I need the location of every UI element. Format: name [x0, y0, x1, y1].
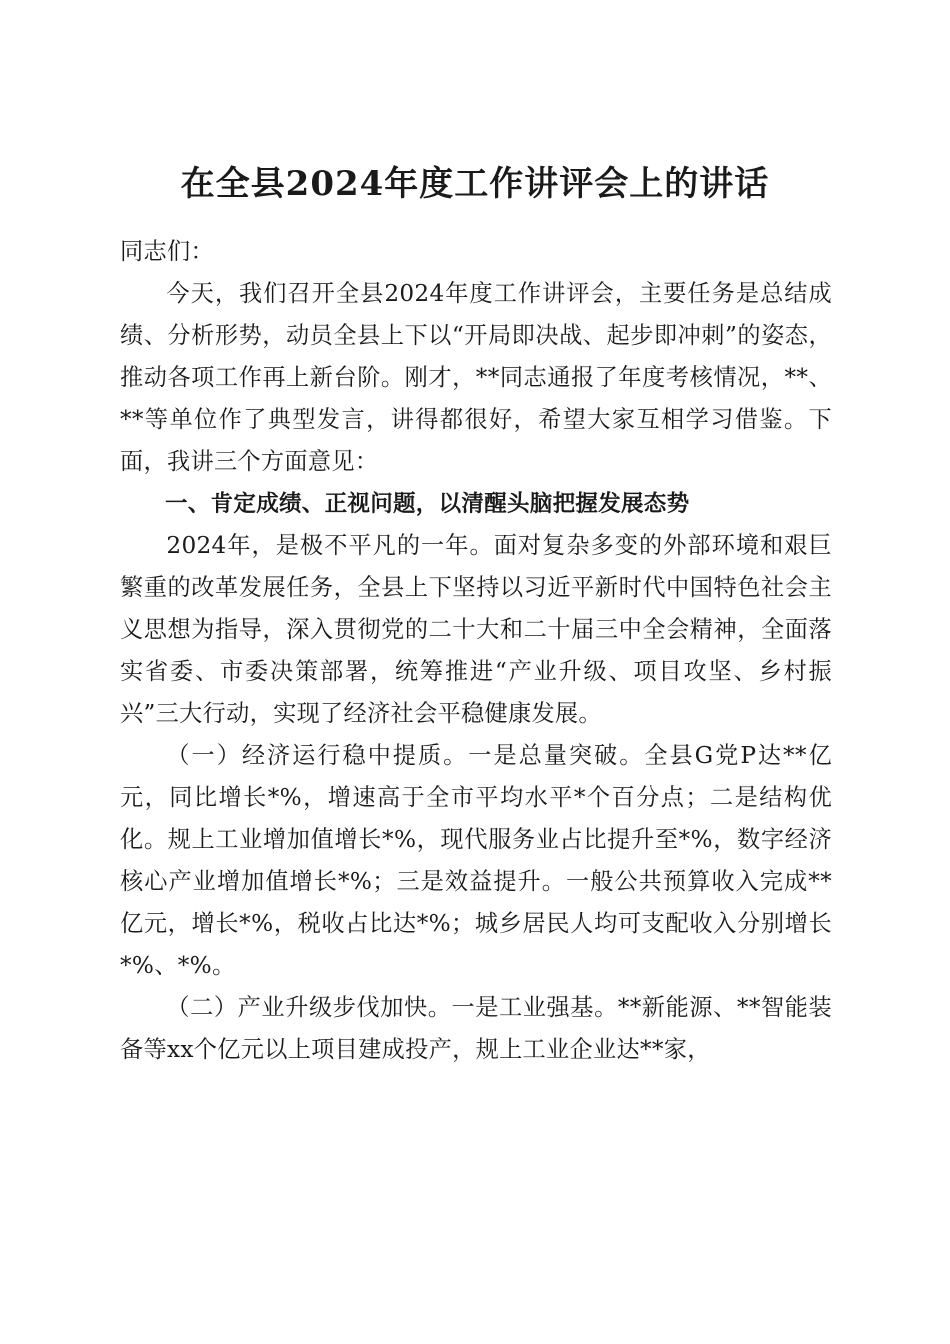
paragraph: （二）产业升级步伐加快。一是工业强基。**新能源、**智能装备等xx个亿元以上项目建成投产，规上工业企业达**家，	[120, 994, 832, 1063]
document-body	[120, 231, 832, 1071]
section-heading: 一、肯定成绩、正视问题，以清醒头脑把握发展态势	[165, 491, 690, 517]
paragraph: （一）经济运行稳中提质。一是总量突破。全县G党P达**亿元，同比增长*%，增速高于全市平均水平*个百分点；二是结构优化。规上工业增加值增长*%，现代服务业占比提升至*%，数字经济核心产业增加值增长*%；三是效益提升。一般公共预算收入完成**亿元，增长*%，税收占比达*%；城乡居民人均可支配收入分别增长*%、*%。	[120, 742, 832, 979]
intro-paragraph: 今天，我们召开全县2024年度工作讲评会，主要任务是总结成绩、分析形势，动员全县上下以“开局即决战、起步即冲刺”的姿态，推动各项工作再上新台阶。刚才，**同志通报了年度考核情况，**、**等单位作了典型发言，讲得都很好，希望大家互相学习借鉴。下面，我讲三个方面意见：	[120, 280, 832, 475]
paragraph: 2024年，是极不平凡的一年。面对复杂多变的外部环境和艰巨繁重的改革发展任务，全县上下坚持以习近平新时代中国特色社会主义思想为指导，深入贯彻党的二十大和二十届三中全会精神，全面落实省委、市委决策部署，统筹推进“产业升级、项目攻坚、乡村振兴”三大行动，实现了经济社会平稳健康发展。	[120, 532, 832, 727]
document-title: 在全县2024年度工作讲评会上的讲话	[180, 163, 770, 204]
salutation: 同志们：	[120, 238, 214, 265]
